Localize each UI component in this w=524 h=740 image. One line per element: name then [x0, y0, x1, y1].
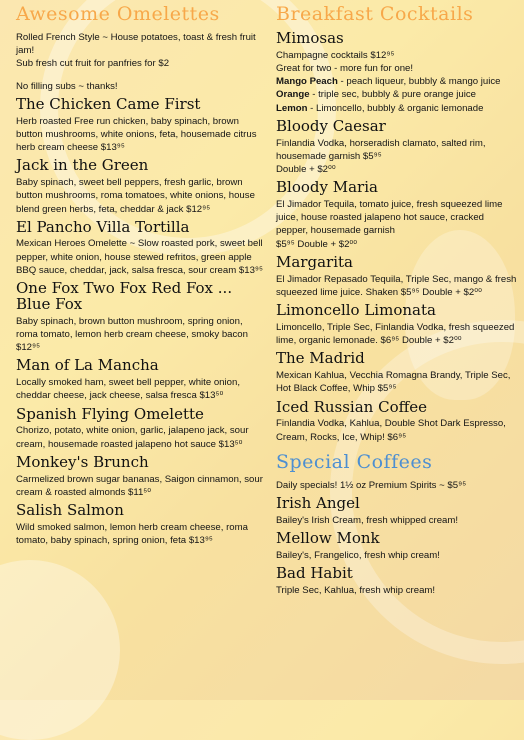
menu-item-desc: Carmelized brown sugar bananas, Saigon cinnamon, sour cream & roasted almonds $11⁵⁰	[16, 473, 263, 498]
menu-item-desc: Finlandia Vodka, Kahlua, Double Shot Dark Espresso, Cream, Rocks, Ice, Whip! $6⁹⁵	[276, 418, 506, 443]
menu-item-desc: Mexican Kahlua, Vecchia Romagna Brandy, Triple Sec, Hot Black Coffee, Whip $5⁹⁵	[276, 370, 511, 395]
menu-item	[276, 351, 518, 395]
menu-item-desc: $5⁹⁵ Double + $2⁰⁰	[276, 238, 358, 250]
menu-item-desc: Chorizo, potato, white onion, garlic, jalapeno jack, sour cream, housemade roasted jalapeno hot sauce $13⁵⁰	[16, 425, 249, 450]
menu-item-desc: Baby spinach, sweet bell peppers, fresh garlic, brown button mushrooms, roma tomatoes, white onions, house blend green herbs, feta, cheddar & jack $12⁹⁵	[16, 177, 255, 215]
menu-item	[276, 397, 518, 444]
menu-item-desc: Baby spinach, brown button mushroom, spring onion, roma tomato, lemon herb cream cheese, smoky bacon $12⁹⁵	[16, 315, 248, 354]
menu-item-desc: El Jimador Repasado Tequila, Triple Sec, mango & fresh squeezed lime juice. Shaken $5⁹⁵ Double + $2⁰⁰	[276, 273, 517, 298]
menu-item-price: $13⁵⁰	[218, 438, 243, 450]
menu-item-name: Margarita	[276, 252, 353, 271]
menu-item-desc: Mexican Heroes Omelette ~ Slow roasted pork, sweet bell pepper, white onion, house stewed refritos, green apple BBQ sauce, cheddar, jack, salsa fresca, sour cream $13⁹⁵	[16, 238, 263, 276]
mimosa-flavor: Lemon - Limoncello, bubbly & organic lemonade	[276, 102, 484, 114]
menu-item-price: $13⁹⁵	[238, 264, 263, 276]
menu-item-name: Limoncello Limonata	[276, 301, 436, 320]
cocktails-section-title: Breakfast Cocktails	[276, 3, 474, 25]
menu-item	[276, 180, 518, 251]
menu-item-price: $13⁹⁵	[188, 535, 213, 547]
mimosa-flavor: Orange - triple sec, bubbly & pure orange juice	[276, 89, 476, 101]
menu-item	[276, 303, 518, 347]
menu-item-name: Monkey's Brunch	[16, 452, 149, 471]
menu-item	[16, 94, 264, 154]
menu-item-price: $13⁵⁰	[199, 390, 224, 402]
coffees-section-title: Special Coffees	[276, 450, 433, 473]
menu-item-desc: Champagne cocktails $12⁹⁵	[276, 49, 395, 61]
menu-item	[276, 563, 518, 597]
menu-item	[16, 503, 264, 547]
menu-item-desc: Triple Sec, Kahlua, fresh whip cream!	[276, 584, 436, 596]
omelettes-section-title: Awesome Omelettes	[16, 3, 220, 25]
menu-item-name: Mellow Monk	[276, 528, 380, 547]
menu-item-name: Bad Habit	[276, 563, 353, 582]
menu-item-desc: Bailey's, Frangelico, fresh whip cream!	[276, 549, 440, 561]
menu-item-name: El Pancho Villa Tortilla	[16, 217, 190, 236]
menu-item-price: $11⁵⁰	[127, 486, 152, 498]
menu-item-name: Bloody Caesar	[276, 116, 386, 135]
menu-item-desc: Finlandia Vodka, horseradish clamato, salted rim, housemade garnish $5⁹⁵	[276, 137, 486, 162]
menu-item-desc: Double + $2⁰⁰	[276, 164, 336, 176]
menu-item	[16, 404, 264, 451]
menu-item	[276, 116, 518, 176]
coffees-intro: Daily specials! 1½ oz Premium Spirits ~ $5⁹⁵	[276, 479, 467, 491]
menu-item-name: Iced Russian Coffee	[276, 397, 428, 416]
menu-item-desc: Herb roasted Free run chicken, baby spinach, brown button mushrooms, white onions, feta, housemade citrus herb cream cheese $13⁹⁵	[16, 115, 257, 154]
menu-item-name: The Chicken Came First	[16, 94, 201, 113]
omelettes-note: No filling subs ~ thanks!	[16, 80, 118, 92]
menu-item-desc: Limoncello, Triple Sec, Finlandia Vodka, fresh squeezed lime, organic lemonade. $6⁹⁵ Double + $2⁰⁰	[276, 321, 515, 347]
menu-item-name: Salish Salmon	[16, 501, 124, 520]
menu-item-desc: Great for two - more fun for one!	[276, 62, 414, 74]
menu-item	[16, 158, 264, 215]
menu-item-desc: Bailey's Irish Cream, fresh whipped cream!	[276, 514, 459, 526]
menu-item	[16, 452, 264, 499]
cocktails-column	[276, 4, 518, 599]
menu-item	[16, 358, 264, 402]
menu-item-price: $12⁹⁵	[16, 342, 41, 354]
menu-item-name: Bloody Maria	[276, 178, 378, 197]
menu-item-price: $13⁹⁵	[100, 142, 125, 154]
menu-item	[276, 28, 518, 115]
menu-item-name: Spanish Flying Omelette	[16, 404, 204, 423]
omelettes-intro-line: Sub fresh cut fruit for panfries for $2	[16, 58, 170, 70]
menu-item-name: Irish Angel	[276, 493, 360, 512]
menu-item	[16, 281, 264, 354]
mimosa-flavor: Mango Peach - peach liqueur, bubbly & mango juice	[276, 76, 501, 88]
menu-item-desc: El Jimador Tequila, tomato juice, fresh squeezed lime juice, house roasted jalapeno hot sauce, cracked pepper, housemade garnish	[276, 199, 503, 237]
menu-item-name: Mimosas	[276, 28, 344, 47]
menu-item-desc: Locally smoked ham, sweet bell pepper, white onion, cheddar cheese, jack cheese, salsa fresca $13⁵⁰	[16, 377, 240, 402]
menu-item	[276, 493, 518, 527]
menu-item	[16, 217, 264, 277]
background-swirl	[0, 560, 120, 740]
menu-item-name: The Madrid	[276, 349, 365, 368]
menu-item-desc: Wild smoked salmon, lemon herb cream cheese, roma tomato, baby spinach, spring onion, feta $13⁹⁵	[16, 521, 248, 547]
omelettes-column	[16, 4, 264, 549]
menu-item-name: Man of La Mancha	[16, 356, 159, 375]
menu-item-price: $12⁹⁵	[186, 203, 211, 215]
menu-item-name: One Fox Two Fox Red Fox ... Blue Fox	[16, 279, 233, 313]
menu-item	[276, 252, 518, 299]
menu-item	[276, 528, 518, 562]
menu-item-name: Jack in the Green	[16, 156, 149, 175]
omelettes-intro-line: Rolled French Style ~ House potatoes, toast & fresh fruit jam!	[16, 31, 256, 57]
